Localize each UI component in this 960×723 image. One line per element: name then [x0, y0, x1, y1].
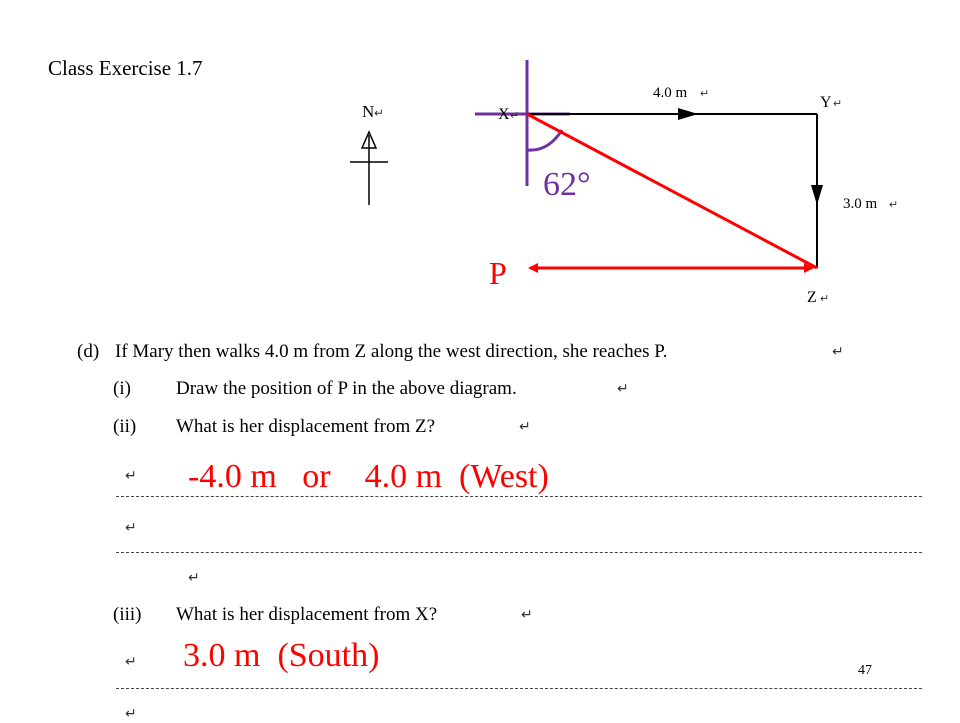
point-x-label: X	[498, 106, 510, 123]
return-mark: ↵	[125, 469, 137, 484]
xy-length-label: 4.0 m	[653, 85, 688, 101]
question-ii-text: What is her displacement from Z?	[176, 416, 436, 437]
compass-north-icon	[350, 132, 388, 205]
xy-arrow-icon	[678, 108, 698, 120]
return-mark: ↵	[820, 293, 830, 305]
return-mark: ↵	[125, 521, 137, 536]
question-i-label: (i)	[113, 378, 131, 399]
return-mark: ↵	[125, 655, 137, 670]
return-mark: ↵	[510, 110, 520, 122]
return-mark: ↵	[833, 98, 843, 110]
return-mark: ↵	[521, 608, 533, 623]
point-y-label: Y	[820, 94, 832, 111]
question-i-text: Draw the position of P in the above diagram.	[176, 378, 517, 399]
yz-length-label: 3.0 m	[843, 196, 878, 212]
question-d-label: (d)	[77, 341, 100, 362]
return-mark: ↵	[125, 707, 137, 722]
answer-displacement-from-z: -4.0 m or 4.0 m (West)	[188, 458, 549, 495]
slide-title: Class Exercise 1.7	[48, 56, 203, 80]
angle-label: 62°	[543, 166, 591, 203]
angle-arc	[527, 130, 562, 150]
return-mark: ↵	[889, 199, 899, 211]
point-z-label: Z	[807, 289, 817, 306]
return-mark: ↵	[374, 106, 385, 120]
answer-displacement-from-x: 3.0 m (South)	[183, 637, 380, 674]
compass-label: N	[362, 102, 375, 121]
page-number: 47	[858, 663, 872, 678]
answer-line	[116, 496, 922, 497]
answer-line	[116, 688, 922, 689]
question-iii-label: (iii)	[113, 604, 142, 625]
question-ii-label: (ii)	[113, 416, 137, 437]
question-iii-text: What is her displacement from X?	[176, 604, 438, 625]
displacement-diagram	[0, 0, 960, 330]
return-mark: ↵	[700, 88, 710, 100]
return-mark: ↵	[617, 382, 629, 397]
yz-arrow-icon	[811, 185, 823, 205]
question-d-text: If Mary then walks 4.0 m from Z along the west direction, she reaches P.	[115, 341, 668, 362]
answer-line	[116, 552, 922, 553]
return-mark: ↵	[188, 571, 200, 586]
return-mark: ↵	[832, 345, 844, 360]
point-p-label: P	[489, 255, 507, 291]
return-mark: ↵	[519, 420, 531, 435]
